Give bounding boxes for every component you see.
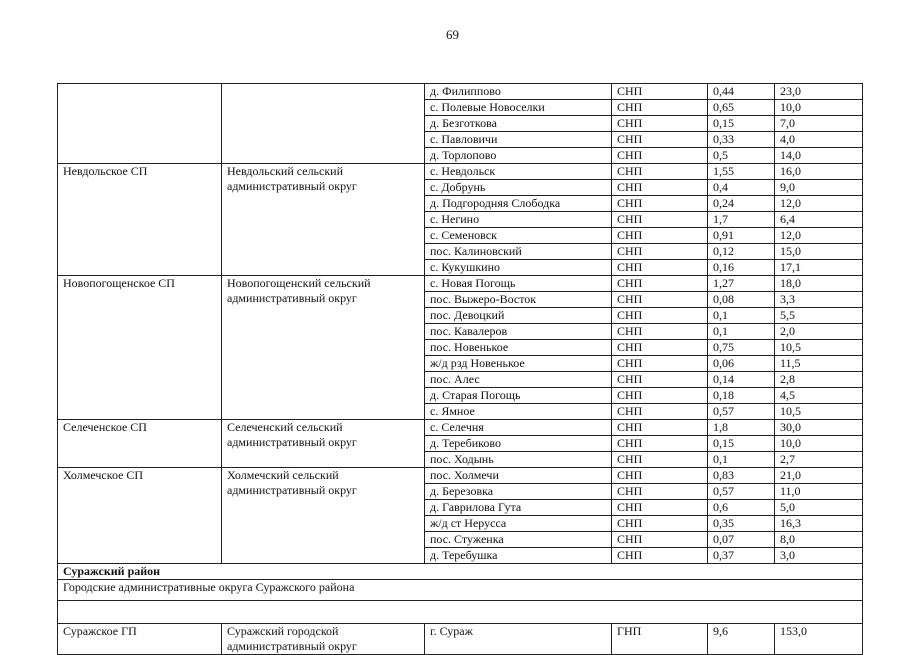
value-cell: 6,4 [775,212,863,228]
settlement-cell: пос. Выжеро-Восток [425,292,612,308]
type-cell: ГНП [612,624,708,655]
settlement-cell: д. Березовка [425,484,612,500]
district-cell: Невдольский сельский административный округ [222,164,425,276]
spacer-row [58,601,863,624]
type-cell: СНП [612,84,708,100]
area-cell: 0,12 [708,244,775,260]
area-cell: 0,1 [708,324,775,340]
value-cell: 14,0 [775,148,863,164]
type-cell: СНП [612,260,708,276]
settlement-cell: ж/д ст Нерусса [425,516,612,532]
area-cell: 0,57 [708,404,775,420]
type-cell: СНП [612,228,708,244]
value-cell: 21,0 [775,468,863,484]
settlement-cell: пос. Кавалеров [425,324,612,340]
district-cell: Селеченский сельский административный округ [222,420,425,468]
spacer-cell [58,601,863,624]
area-cell: 1,8 [708,420,775,436]
type-cell: СНП [612,132,708,148]
sp-name-cell: Суражское ГП [58,624,222,655]
settlement-cell: с. Семеновск [425,228,612,244]
value-cell: 12,0 [775,196,863,212]
value-cell: 10,0 [775,436,863,452]
type-cell: СНП [612,468,708,484]
settlement-cell: с. Селечня [425,420,612,436]
type-cell: СНП [612,532,708,548]
settlement-cell: с. Кукушкино [425,260,612,276]
type-cell: СНП [612,180,708,196]
value-cell: 3,3 [775,292,863,308]
settlement-cell: с. Негино [425,212,612,228]
area-cell: 9,6 [708,624,775,655]
value-cell: 15,0 [775,244,863,260]
area-cell: 0,33 [708,132,775,148]
area-cell: 0,15 [708,436,775,452]
settlement-cell: с. Новая Погощь [425,276,612,292]
type-cell: СНП [612,500,708,516]
value-cell: 30,0 [775,420,863,436]
type-cell: СНП [612,340,708,356]
type-cell: СНП [612,276,708,292]
sp-name-cell: Невдольское СП [58,164,222,276]
district-title-row [58,564,863,580]
area-cell: 0,6 [708,500,775,516]
settlement-cell: д. Старая Погощь [425,388,612,404]
type-cell: СНП [612,308,708,324]
value-cell: 4,0 [775,132,863,148]
settlement-cell: пос. Новенькое [425,340,612,356]
district-cell: Суражский городской административный округ [222,624,425,655]
type-cell: СНП [612,548,708,564]
area-cell: 0,1 [708,308,775,324]
settlement-cell: д. Теребушка [425,548,612,564]
settlement-cell: пос. Стуженка [425,532,612,548]
type-cell: СНП [612,516,708,532]
value-cell: 10,5 [775,404,863,420]
area-cell: 0,35 [708,516,775,532]
settlement-cell: пос. Алес [425,372,612,388]
sp-name-cell: Холмечское СП [58,468,222,564]
settlement-cell: с. Невдольск [425,164,612,180]
settlement-cell: с. Павловичи [425,132,612,148]
type-cell: СНП [612,212,708,228]
table-row [58,164,863,180]
area-cell: 0,07 [708,532,775,548]
value-cell: 16,3 [775,516,863,532]
type-cell: СНП [612,372,708,388]
settlement-cell: д. Филиппово [425,84,612,100]
type-cell: СНП [612,164,708,180]
value-cell: 17,1 [775,260,863,276]
value-cell: 2,7 [775,452,863,468]
type-cell: СНП [612,356,708,372]
value-cell: 8,0 [775,532,863,548]
admin-heading-row [58,580,863,601]
area-cell: 0,37 [708,548,775,564]
type-cell: СНП [612,404,708,420]
value-cell: 10,0 [775,100,863,116]
district-cell: Новопогощенский сельский административный округ [222,276,425,420]
settlement-cell: д. Подгородняя Слободка [425,196,612,212]
type-cell: СНП [612,484,708,500]
value-cell: 4,5 [775,388,863,404]
district-title: Суражский район [58,564,863,580]
value-cell: 16,0 [775,164,863,180]
settlement-cell: пос. Ходынь [425,452,612,468]
table-row [58,468,863,484]
table-row [58,84,863,100]
value-cell: 10,5 [775,340,863,356]
value-cell: 3,0 [775,548,863,564]
value-cell: 2,0 [775,324,863,340]
area-cell: 0,57 [708,484,775,500]
type-cell: СНП [612,244,708,260]
area-cell: 0,1 [708,452,775,468]
type-cell: СНП [612,116,708,132]
type-cell: СНП [612,388,708,404]
value-cell: 11,5 [775,356,863,372]
table-row [58,624,863,655]
value-cell: 18,0 [775,276,863,292]
area-cell: 0,16 [708,260,775,276]
area-cell: 0,24 [708,196,775,212]
area-cell: 0,08 [708,292,775,308]
type-cell: СНП [612,196,708,212]
area-cell: 0,15 [708,116,775,132]
sp-name-cell: Новопогощенское СП [58,276,222,420]
settlement-cell: д. Торлопово [425,148,612,164]
value-cell: 9,0 [775,180,863,196]
area-cell: 1,27 [708,276,775,292]
value-cell: 2,8 [775,372,863,388]
value-cell: 5,0 [775,500,863,516]
settlement-cell: пос. Холмечи [425,468,612,484]
area-cell: 0,65 [708,100,775,116]
value-cell: 7,0 [775,116,863,132]
type-cell: СНП [612,292,708,308]
district-cell: Холмечский сельский административный округ [222,468,425,564]
sp-name-cell: Селеченское СП [58,420,222,468]
area-cell: 0,06 [708,356,775,372]
area-cell: 0,18 [708,388,775,404]
type-cell: СНП [612,420,708,436]
settlement-cell: д. Теребиково [425,436,612,452]
value-cell: 153,0 [775,624,863,655]
area-cell: 0,44 [708,84,775,100]
area-cell: 0,14 [708,372,775,388]
type-cell: СНП [612,148,708,164]
settlement-cell: с. Добрунь [425,180,612,196]
district-cell [222,84,425,164]
table-row [58,420,863,436]
admin-heading: Городские административные округа Суражского района [58,580,863,601]
type-cell: СНП [612,452,708,468]
value-cell: 5,5 [775,308,863,324]
page-number: 69 [446,27,459,42]
settlement-cell: д. Гаврилова Гута [425,500,612,516]
settlement-cell: пос. Девоцкий [425,308,612,324]
type-cell: СНП [612,100,708,116]
type-cell: СНП [612,436,708,452]
settlement-cell: г. Сураж [425,624,612,655]
settlement-cell: с. Ямное [425,404,612,420]
settlement-cell: с. Полевые Новоселки [425,100,612,116]
type-cell: СНП [612,324,708,340]
value-cell: 23,0 [775,84,863,100]
area-cell: 0,83 [708,468,775,484]
settlements-table [57,83,863,655]
sp-name-cell [58,84,222,164]
area-cell: 0,91 [708,228,775,244]
value-cell: 11,0 [775,484,863,500]
area-cell: 1,7 [708,212,775,228]
table-row [58,276,863,292]
settlement-cell: пос. Калиновский [425,244,612,260]
area-cell: 0,4 [708,180,775,196]
area-cell: 1,55 [708,164,775,180]
settlement-cell: д. Безготкова [425,116,612,132]
settlement-cell: ж/д рзд Новенькое [425,356,612,372]
area-cell: 0,5 [708,148,775,164]
area-cell: 0,75 [708,340,775,356]
value-cell: 12,0 [775,228,863,244]
